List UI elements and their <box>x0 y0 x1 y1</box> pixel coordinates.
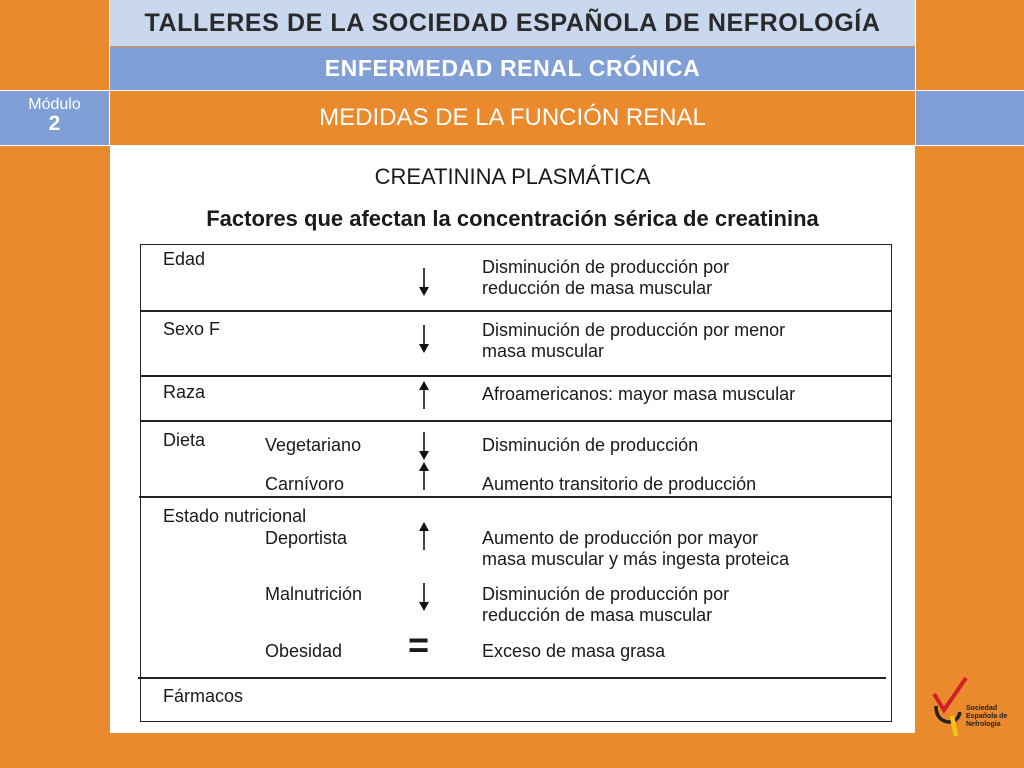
decorative-box <box>916 91 1024 145</box>
row-label-dieta: Dieta <box>163 430 206 450</box>
sub-label-deportista: Deportista <box>265 528 348 548</box>
module-badge <box>0 91 109 145</box>
effect-raza: Afroamericanos: mayor masa muscular <box>482 384 796 404</box>
effect-sexo-2: masa muscular <box>482 341 605 361</box>
sub-label-vegetariano: Vegetariano <box>265 435 362 455</box>
effect-vegetariano: Disminución de producción <box>482 435 699 455</box>
module-number: 2 <box>48 112 61 135</box>
page-title: Factores que afectan la concentración sérica de creatinina <box>206 206 819 231</box>
section-title-text: ENFERMEDAD RENAL CRÓNICA <box>324 55 701 81</box>
effect-obesidad: Exceso de masa grasa <box>482 641 666 661</box>
equals-symbol: = <box>408 624 430 665</box>
effect-sexo-1: Disminución de producción por menor <box>482 320 786 340</box>
topic-title-text: MEDIDAS DE LA FUNCIÓN RENAL <box>319 104 706 131</box>
down-arrow-icon <box>418 583 430 611</box>
down-arrow-icon <box>418 432 430 460</box>
down-arrow-icon <box>418 325 430 353</box>
divider <box>0 90 1024 91</box>
row-label-farmacos: Fármacos <box>163 686 244 706</box>
logo-line-3: Nefrología <box>966 721 1001 728</box>
up-arrow-icon <box>418 522 430 550</box>
header-title-text: TALLERES DE LA SOCIEDAD ESPAÑOLA DE NEFROLOGÍA <box>144 8 881 37</box>
row-divider <box>139 496 891 498</box>
sub-label-obesidad: Obesidad <box>265 641 343 661</box>
row-divider <box>141 420 891 422</box>
row-divider <box>141 310 891 312</box>
effect-deportista-1: Aumento de producción por mayor <box>482 528 759 548</box>
header-title <box>110 0 915 46</box>
content-panel <box>110 146 915 733</box>
effect-carnivoro: Aumento transitorio de producción <box>482 474 757 494</box>
effect-edad-1: Disminución de producción por <box>482 257 730 277</box>
row-label-estado: Estado nutricional <box>163 506 307 526</box>
effect-malnutricion-2: reducción de masa muscular <box>482 605 713 625</box>
sub-label-carnivoro: Carnívoro <box>265 474 345 494</box>
factors-table <box>140 244 892 722</box>
divider <box>109 0 110 146</box>
effect-malnutricion-1: Disminución de producción por <box>482 584 730 604</box>
row-label-sexo: Sexo F <box>163 319 221 339</box>
logo-line-2: Española de <box>966 713 1008 720</box>
row-divider <box>138 677 886 679</box>
up-arrow-icon <box>418 462 430 490</box>
module-label: Módulo <box>28 96 81 113</box>
row-divider <box>141 375 891 377</box>
row-label-raza: Raza <box>163 382 206 402</box>
sen-logo <box>930 676 1020 740</box>
down-arrow-icon <box>418 268 430 296</box>
logo-mark-icon <box>930 676 970 736</box>
up-arrow-icon <box>418 381 430 409</box>
logo-line-1: Sociedad <box>966 705 998 712</box>
effect-edad-2: reducción de masa muscular <box>482 278 713 298</box>
effect-deportista-2: masa muscular y más ingesta proteica <box>482 549 790 569</box>
subtitle: CREATININA PLASMÁTICA <box>374 164 651 189</box>
section-title <box>110 47 915 90</box>
sub-label-malnutricion: Malnutrición <box>265 584 363 604</box>
topic-title <box>110 91 915 145</box>
row-label-edad: Edad <box>163 249 206 269</box>
